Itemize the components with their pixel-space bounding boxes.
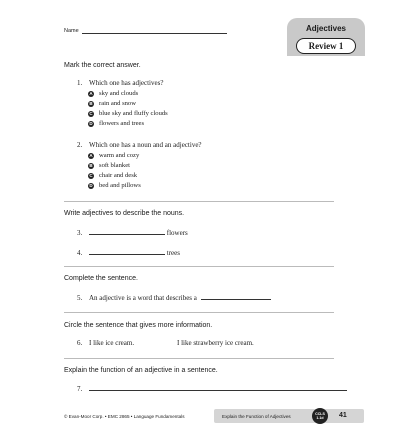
answer-bubble[interactable]: B	[89, 100, 93, 106]
answer-option[interactable]	[88, 110, 168, 117]
unit-tab	[287, 18, 365, 56]
question-3	[77, 228, 188, 237]
option-text: rain and snow	[99, 100, 136, 107]
name-field	[64, 27, 227, 34]
answer-option[interactable]	[88, 182, 141, 189]
section-heading-3: Complete the sentence.	[64, 275, 138, 282]
answer-option[interactable]	[88, 90, 138, 97]
question-number: 6.	[77, 339, 83, 347]
section-divider	[64, 312, 334, 313]
question-5	[77, 293, 271, 302]
question-7	[77, 384, 347, 393]
option-text: warm and cozy	[99, 152, 140, 159]
noun-word: flowers	[166, 229, 188, 237]
section-divider	[64, 201, 334, 202]
copyright-text: © Evan-Moor Corp. • EMC 2865 • Language Fundamentals	[64, 414, 185, 419]
choice-a[interactable]: I like ice cream.	[89, 339, 135, 347]
option-text: chair and desk	[99, 172, 138, 179]
question-number: 2.	[77, 141, 83, 149]
answer-blank[interactable]	[89, 248, 165, 255]
question-6	[77, 339, 82, 347]
section-divider	[64, 266, 334, 267]
section-heading-5: Explain the function of an adjective in a sentence.	[64, 367, 218, 374]
page-number: 41	[339, 412, 347, 419]
answer-bubble[interactable]: D	[89, 120, 93, 126]
review-badge: Review 1	[296, 38, 356, 54]
question-text: Which one has adjectives?	[89, 79, 164, 87]
answer-blank[interactable]	[89, 384, 347, 391]
answer-blank[interactable]	[89, 228, 165, 235]
option-text: bed and pillows	[99, 182, 141, 189]
option-text: soft blanket	[99, 162, 130, 169]
section-divider	[64, 358, 334, 359]
answer-option[interactable]	[88, 152, 139, 159]
question-number: 5.	[77, 294, 83, 302]
option-text: sky and clouds	[99, 90, 139, 97]
question-1	[77, 79, 163, 87]
question-number: 1.	[77, 79, 83, 87]
unit-title: Adjectives	[305, 24, 347, 33]
name-blank[interactable]	[82, 27, 227, 34]
question-number: 4.	[77, 249, 83, 257]
answer-bubble[interactable]: C	[89, 172, 93, 178]
question-number: 7.	[77, 385, 83, 393]
answer-option[interactable]	[88, 100, 136, 107]
answer-option[interactable]	[88, 172, 137, 179]
option-text: flowers and trees	[99, 120, 145, 127]
question-number: 3.	[77, 229, 83, 237]
answer-option[interactable]	[88, 162, 130, 169]
answer-bubble[interactable]: A	[89, 152, 93, 158]
section-heading-1: Mark the correct answer.	[64, 62, 141, 69]
choice-b[interactable]: I like strawberry ice cream.	[177, 339, 254, 347]
answer-bubble[interactable]: B	[89, 162, 93, 168]
answer-option[interactable]	[88, 120, 144, 127]
ccls-code: 1.1d	[316, 416, 324, 420]
ccls-badge-icon	[312, 408, 328, 424]
question-text: An adjective is a word that describes a	[89, 294, 197, 302]
section-heading-2: Write adjectives to describe the nouns.	[64, 210, 185, 217]
option-text: blue sky and fluffy clouds	[99, 110, 168, 117]
answer-bubble[interactable]: C	[89, 110, 93, 116]
name-label: Name	[64, 28, 79, 34]
question-4	[77, 248, 180, 257]
section-heading-4: Circle the sentence that gives more information.	[64, 322, 213, 329]
answer-bubble[interactable]: D	[89, 182, 93, 188]
skill-topic: Explain the Function of Adjectives	[222, 414, 291, 419]
question-text: Which one has a noun and an adjective?	[89, 141, 202, 149]
question-2	[77, 141, 202, 149]
answer-bubble[interactable]: A	[89, 90, 93, 96]
noun-word: trees	[166, 249, 180, 257]
answer-blank[interactable]	[201, 293, 271, 300]
ccls-label: CCLS	[315, 411, 325, 416]
